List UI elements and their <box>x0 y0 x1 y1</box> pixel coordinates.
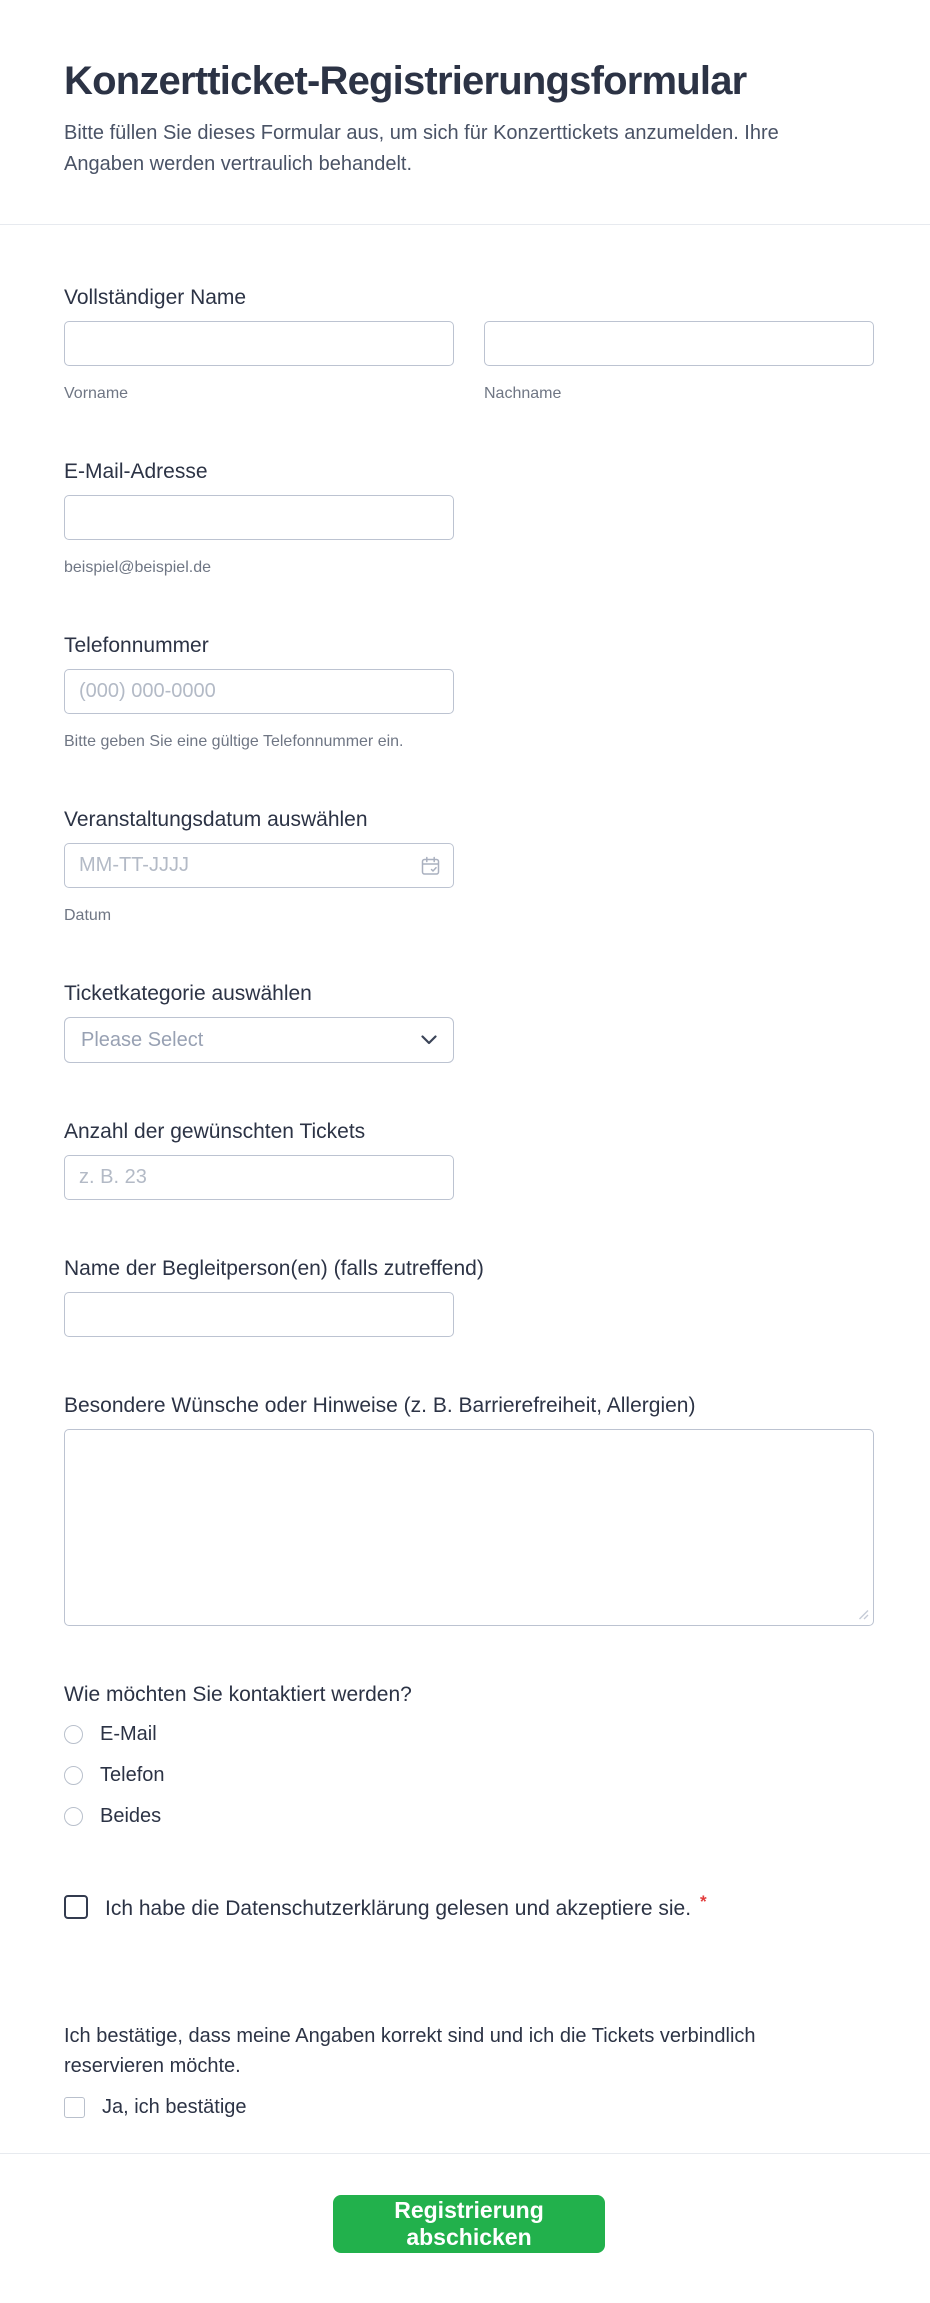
submit-bar <box>64 2154 874 2253</box>
radio-circle-icon[interactable] <box>64 1807 83 1826</box>
ticket-category-label: Ticketkategorie auswählen <box>64 982 312 1005</box>
resize-handle-icon[interactable] <box>857 1608 869 1620</box>
select-value: Please Select <box>81 1028 204 1051</box>
first-name-sublabel: Vorname <box>64 385 129 402</box>
field-privacy-consent <box>64 1892 874 1921</box>
full-name-label: Vollständiger Name <box>64 286 247 309</box>
radio-circle-icon[interactable] <box>64 1725 83 1744</box>
form-body <box>64 225 874 2119</box>
confirmation-statement: Ich bestätige, dass meine Angaben korrekt sind und ich die Tickets verbindlich reservieren möchte. <box>64 2025 756 2077</box>
field-event-date <box>64 807 874 925</box>
phone-label: Telefonnummer <box>64 634 209 657</box>
field-ticket-category <box>64 981 874 1063</box>
form-header <box>64 56 874 180</box>
privacy-consent-label: Ich habe die Datenschutzerklärung gelesen und akzeptiere sie. * <box>105 1892 707 1920</box>
companions-label: Name der Begleitperson(en) (falls zutreffend) <box>64 1257 484 1280</box>
phone-sublabel: Bitte geben Sie eine gültige Telefonnummer ein. <box>64 733 404 750</box>
field-companions <box>64 1256 874 1337</box>
radio-option-beides[interactable] <box>64 1805 874 1828</box>
field-ticket-quantity <box>64 1119 874 1200</box>
form-subtitle: Bitte füllen Sie dieses Formular aus, um sich für Konzerttickets anzumelden. Ihre Angaben werden vertraulich behandelt. <box>64 122 779 175</box>
chevron-down-icon <box>421 1035 437 1045</box>
first-name-input[interactable] <box>64 321 454 366</box>
submit-button[interactable]: Registrierung abschicken <box>333 2195 605 2253</box>
field-email <box>64 459 874 577</box>
phone-input[interactable] <box>64 669 454 714</box>
radio-circle-icon[interactable] <box>64 1766 83 1785</box>
first-name-col <box>64 321 454 403</box>
radio-option-label: Beides <box>100 1805 162 1827</box>
field-phone <box>64 633 874 751</box>
radio-option-email[interactable] <box>64 1723 874 1746</box>
email-input[interactable] <box>64 495 454 540</box>
radio-option-label: Telefon <box>100 1764 165 1786</box>
special-requests-label: Besondere Wünsche oder Hinweise (z. B. Barrierefreiheit, Allergien) <box>64 1394 696 1417</box>
special-requests-wrap <box>64 1429 874 1626</box>
radio-option-label: E-Mail <box>100 1723 157 1745</box>
confirmation-checkbox[interactable] <box>64 2097 85 2118</box>
field-confirmation <box>64 2021 874 2119</box>
last-name-sublabel: Nachname <box>484 385 562 402</box>
companions-input[interactable] <box>64 1292 454 1337</box>
special-requests-textarea[interactable] <box>64 1429 874 1626</box>
required-asterisk: * <box>700 1892 707 1911</box>
email-sublabel: beispiel@beispiel.de <box>64 559 211 576</box>
confirmation-label: Ja, ich bestätige <box>102 2096 247 2118</box>
last-name-input[interactable] <box>484 321 874 366</box>
ticket-quantity-label: Anzahl der gewünschten Tickets <box>64 1120 366 1143</box>
field-full-name <box>64 285 874 403</box>
event-date-input[interactable] <box>64 843 454 888</box>
contact-method-label: Wie möchten Sie kontaktiert werden? <box>64 1683 412 1706</box>
event-date-label: Veranstaltungsdatum auswählen <box>64 808 368 831</box>
field-contact-method <box>64 1682 874 1828</box>
ticket-category-select[interactable] <box>64 1017 454 1063</box>
email-label: E-Mail-Adresse <box>64 460 208 483</box>
page-title: Konzertticket-Registrierungsformular <box>64 59 747 103</box>
radio-option-telefon[interactable] <box>64 1764 874 1787</box>
field-special-requests <box>64 1393 874 1626</box>
full-name-row <box>64 321 874 403</box>
event-date-sublabel: Datum <box>64 907 112 924</box>
confirmation-row[interactable] <box>64 2096 874 2119</box>
ticket-quantity-input[interactable] <box>64 1155 454 1200</box>
date-input-wrap <box>64 843 454 888</box>
calendar-icon[interactable] <box>420 855 441 876</box>
last-name-col <box>484 321 874 403</box>
privacy-checkbox[interactable] <box>64 1895 88 1919</box>
privacy-consent-row[interactable] <box>64 1892 874 1921</box>
